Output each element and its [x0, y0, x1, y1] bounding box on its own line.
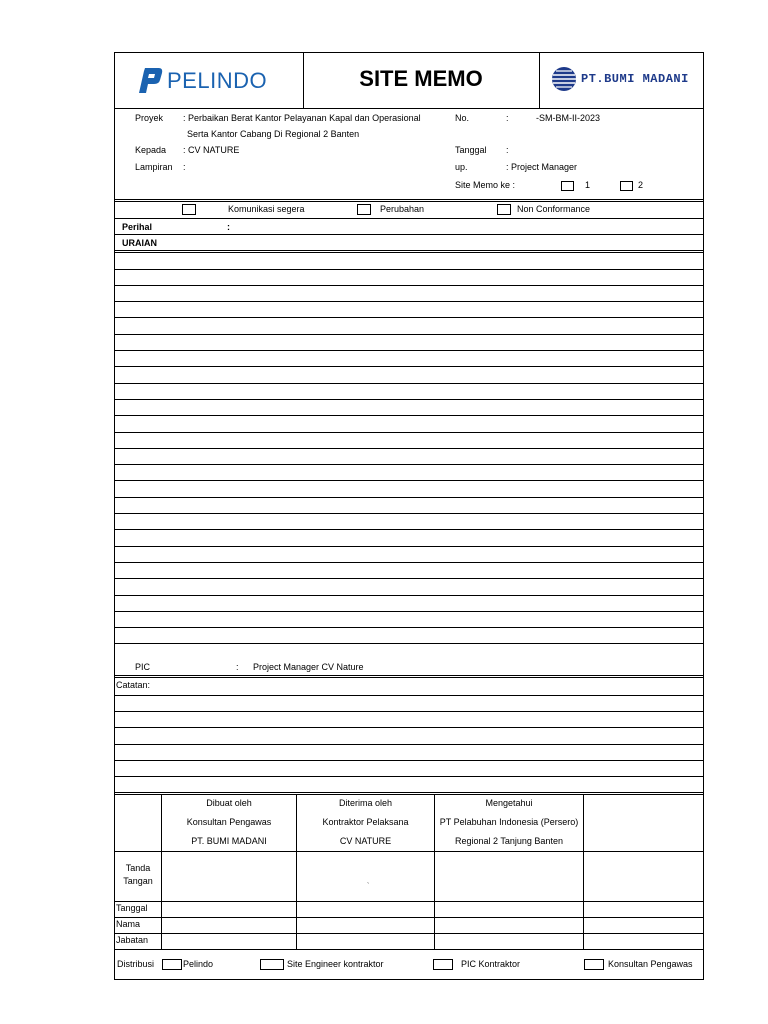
distribusi-konsultan-label: Konsultan Pengawas: [608, 959, 693, 969]
writing-line: [115, 727, 703, 728]
proyek-value: : Perbaikan Berat Kantor Pelayanan Kapal dan Operasional: [183, 113, 421, 123]
non-conformance-checkbox[interactable]: [497, 204, 511, 215]
uraian-label: URAIAN: [122, 238, 157, 248]
sig-col1-line3: PT. BUMI MADANI: [191, 836, 267, 846]
tanggal-row-label: Tanggal: [116, 903, 148, 913]
site-memo-2-label: 2: [638, 180, 644, 190]
komunikasi-label: Komunikasi segera: [228, 204, 305, 214]
page-title: SITE MEMO: [359, 66, 483, 91]
perihal-colon: :: [227, 222, 230, 232]
writing-line: [115, 562, 703, 563]
writing-line: [115, 399, 703, 400]
up-value: : Project Manager: [506, 162, 578, 172]
distribusi-label: Distribusi: [117, 959, 155, 969]
kepada-label: Kepada: [135, 145, 167, 155]
writing-line: [115, 383, 703, 384]
distribusi-site-engineer-label: Site Engineer kontraktor: [287, 959, 384, 969]
globe-icon: [551, 66, 577, 92]
no-value: -SM-BM-II-2023: [536, 113, 601, 123]
pic-label: PIC: [135, 662, 151, 672]
komunikasi-checkbox[interactable]: [182, 204, 196, 215]
writing-line: [115, 350, 703, 351]
pelindo-logo: [137, 65, 277, 97]
sig-col1-line1: Dibuat oleh: [206, 798, 252, 808]
up-label: up.: [455, 162, 468, 172]
bumi-madani-logo-text: PT.BUMI MADANI: [581, 72, 689, 86]
writing-line: [115, 448, 703, 449]
sig-col3-line2: PT Pelabuhan Indonesia (Persero): [439, 817, 579, 827]
sig-col3-line1: Mengetahui: [485, 798, 533, 808]
kepada-value: : CV NATURE: [183, 145, 240, 155]
distribusi-site-engineer-checkbox[interactable]: [260, 959, 284, 970]
writing-line: [115, 529, 703, 530]
pelindo-logo-icon: [137, 66, 163, 96]
writing-line: [115, 760, 703, 761]
site-memo-form: [114, 52, 704, 980]
perubahan-label: Perubahan: [380, 204, 425, 214]
writing-line: [115, 546, 703, 547]
writing-line: [115, 366, 703, 367]
writing-line: [115, 578, 703, 579]
tanda-tangan-label-1: Tanda: [125, 863, 151, 873]
writing-line: [115, 317, 703, 318]
writing-line: [115, 595, 703, 596]
proyek-value-cont: Serta Kantor Cabang Di Regional 2 Banten: [187, 129, 360, 139]
writing-line: [115, 627, 703, 628]
writing-line: [115, 285, 703, 286]
sig-col2-line3: CV NATURE: [339, 836, 392, 846]
writing-line: [115, 776, 703, 777]
distribusi-pelindo-checkbox[interactable]: [162, 959, 182, 970]
distribusi-pic-kontraktor-checkbox[interactable]: [433, 959, 453, 970]
sig-col3-line3: Regional 2 Tanjung Banten: [455, 836, 563, 846]
pelindo-logo-text: PELINDO: [167, 68, 268, 93]
signature-box-konsultan[interactable]: [162, 852, 296, 901]
writing-line: [115, 464, 703, 465]
signature-mark: `: [367, 883, 370, 890]
perubahan-checkbox[interactable]: [357, 204, 371, 215]
writing-line: [115, 643, 703, 644]
nama-row-label: Nama: [116, 919, 141, 929]
writing-line: [115, 415, 703, 416]
no-label: No.: [455, 113, 470, 123]
signature-box-pelindo[interactable]: [435, 852, 583, 901]
sig-col1-line2: Konsultan Pengawas: [186, 817, 272, 827]
lampiran-label: Lampiran: [135, 162, 173, 172]
writing-line: [115, 432, 703, 433]
site-memo-2-checkbox[interactable]: [620, 181, 633, 191]
writing-line: [115, 611, 703, 612]
bumi-madani-logo: [551, 65, 701, 97]
sig-col2-line2: Kontraktor Pelaksana: [322, 817, 409, 827]
writing-line: [115, 744, 703, 745]
pic-value: Project Manager CV Nature: [253, 662, 364, 672]
perihal-label: Perihal: [122, 222, 153, 232]
writing-line: [115, 695, 703, 696]
writing-line: [115, 334, 703, 335]
signature-box-kontraktor[interactable]: [297, 852, 434, 901]
tanggal-label: Tanggal: [455, 145, 487, 155]
catatan-label: Catatan:: [116, 680, 151, 690]
lampiran-value: :: [183, 162, 186, 172]
distribusi-konsultan-checkbox[interactable]: [584, 959, 604, 970]
jabatan-row-label: Jabatan: [116, 935, 149, 945]
tanda-tangan-label-2: Tangan: [123, 876, 153, 886]
pic-colon: :: [236, 662, 239, 672]
site-memo-ke-label: Site Memo ke :: [455, 180, 516, 190]
writing-line: [115, 480, 703, 481]
writing-line: [115, 497, 703, 498]
no-colon: :: [506, 113, 509, 123]
writing-line: [115, 711, 703, 712]
distribusi-pelindo-label: Pelindo: [183, 959, 214, 969]
site-memo-1-checkbox[interactable]: [561, 181, 574, 191]
writing-line: [115, 269, 703, 270]
sig-col2-line1: Diterima oleh: [338, 798, 393, 808]
proyek-label: Proyek: [135, 113, 164, 123]
writing-line: [115, 301, 703, 302]
distribusi-pic-kontraktor-label: PIC Kontraktor: [461, 959, 521, 969]
non-conformance-label: Non Conformance: [517, 204, 591, 214]
site-memo-1-label: 1: [585, 180, 591, 190]
tanggal-colon: :: [506, 145, 509, 155]
writing-line: [115, 513, 703, 514]
